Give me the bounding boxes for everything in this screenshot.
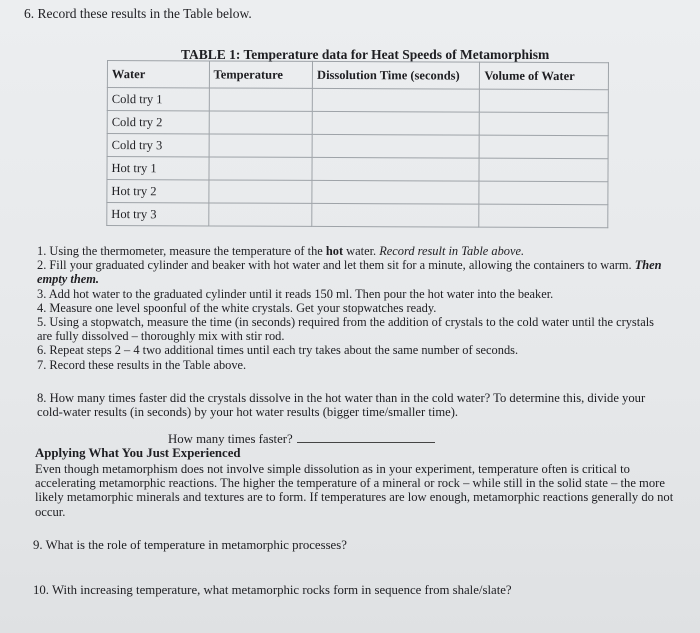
- applying-paragraph-text: Even though metamorphism does not involve simple dissolution as in your experiment, temperature often is critical to accelerating metamorphic reactions. The higher the temperature of a mineral or rock – while still in the solid state – the more likely metamorphic minerals and textures are to form. If temperatures are low enough, metamorphic reactions generally do not occur.: [35, 462, 674, 519]
- dissolution-time-cell[interactable]: [312, 88, 479, 112]
- volume-cell[interactable]: [480, 89, 609, 113]
- question-8: [37, 391, 662, 420]
- temperature-data-table: [106, 60, 609, 228]
- step-7: 7. Record these results in the Table above.: [37, 357, 247, 372]
- how-many-label: How many times faster?: [168, 432, 293, 446]
- step-6: 6. Repeat steps 2 – 4 two additional times until each try takes about the same number of seconds.: [37, 343, 519, 358]
- step-2-emphasis: Then empty them.: [37, 258, 662, 287]
- row-label: Cold try 3: [107, 134, 209, 157]
- volume-cell[interactable]: [480, 135, 609, 159]
- step-1-bold: hot: [325, 244, 344, 258]
- table-row: [107, 134, 608, 159]
- step-1: [37, 244, 662, 258]
- section-title: Applying What You Just Experienced: [35, 446, 241, 460]
- question-10: 10. With increasing temperature, what metamorphic rocks form in sequence from shale/slate?: [33, 583, 512, 597]
- header-temperature: Temperature: [209, 61, 313, 88]
- table-row: [107, 203, 608, 228]
- temperature-cell[interactable]: [209, 111, 313, 134]
- temperature-cell[interactable]: [209, 134, 313, 157]
- temperature-cell[interactable]: [209, 157, 313, 180]
- table-row: [107, 180, 608, 205]
- row-label: Cold try 2: [107, 111, 209, 134]
- volume-cell[interactable]: [480, 112, 609, 136]
- how-many-prompt: [168, 432, 435, 447]
- volume-cell[interactable]: [479, 158, 608, 182]
- row-label: Hot try 1: [107, 157, 209, 180]
- step-1-text-cont: water.: [343, 244, 380, 258]
- dissolution-time-cell[interactable]: [312, 203, 479, 227]
- dissolution-time-cell[interactable]: [312, 180, 479, 204]
- step-5: 5. Using a stopwatch, measure the time (in seconds) required from the addition of crystals to the cold water until the crystals are fully dissolved – thoroughly mix with stir rod.: [37, 315, 654, 344]
- instruction-heading: 6. Record these results in the Table below.: [24, 6, 252, 21]
- volume-cell[interactable]: [479, 204, 608, 228]
- temperature-cell[interactable]: [209, 88, 313, 111]
- step-4: 4. Measure one level spoonful of the white crystals. Get your stopwatches ready.: [37, 300, 437, 315]
- header-water: Water: [107, 61, 209, 88]
- dissolution-time-cell[interactable]: [312, 111, 479, 135]
- volume-cell[interactable]: [479, 181, 608, 205]
- answer-blank[interactable]: [297, 442, 435, 443]
- step-2-text: 2. Fill your graduated cylinder and beaker with hot water and let them sit for a minute, allowing the containers to warm.: [37, 258, 635, 273]
- table-row: [107, 111, 608, 136]
- dissolution-time-cell[interactable]: [312, 157, 479, 181]
- temperature-cell[interactable]: [208, 180, 312, 203]
- step-3: 3. Add hot water to the graduated cylinder until it reads 150 ml. Then pour the hot water into the beaker.: [37, 286, 554, 301]
- table-header-row: [107, 61, 608, 90]
- header-volume-of-water: Volume of Water: [480, 62, 609, 90]
- table-row: [107, 88, 608, 113]
- question-9: 9. What is the role of temperature in metamorphic processes?: [33, 538, 347, 552]
- step-1-italic: Record result in Table above.: [379, 244, 525, 258]
- procedure-steps: [37, 244, 662, 372]
- dissolution-time-cell[interactable]: [312, 134, 479, 158]
- applying-paragraph: [35, 462, 675, 519]
- step-1-text: 1. Using the thermometer, measure the temperature of the: [37, 244, 326, 258]
- table-title: TABLE 1: Temperature data for Heat Speeds of Metamorphism: [181, 47, 550, 62]
- header-dissolution-time: Dissolution Time (seconds): [313, 61, 480, 89]
- row-label: Hot try 3: [107, 203, 209, 226]
- temperature-cell[interactable]: [208, 203, 312, 226]
- table-row: [107, 157, 608, 182]
- question-8-text: 8. How many times faster did the crystals dissolve in the hot water than in the cold water? To determine this, divide your cold-water results (in seconds) by your hot water results (bigger time/smaller time).: [37, 391, 646, 420]
- row-label: Hot try 2: [107, 180, 209, 203]
- step-2: [37, 258, 662, 286]
- row-label: Cold try 1: [107, 88, 209, 111]
